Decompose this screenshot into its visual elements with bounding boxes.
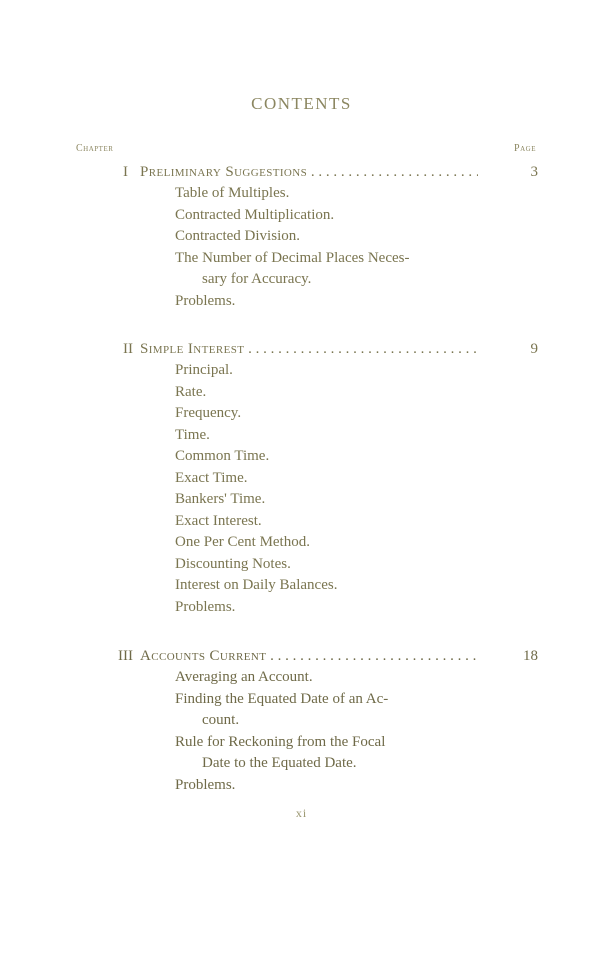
topic-item (0, 532, 480, 554)
chapter-page-number: 3 (530, 164, 538, 180)
topic-text: Finding the Equated Date of an Ac- (175, 690, 389, 707)
topic-text: Table of Multiples. (175, 185, 290, 201)
chapter-column-header: Chapter (76, 143, 114, 154)
topic-item (0, 226, 480, 248)
topic-item (0, 597, 480, 619)
topic-item (0, 382, 480, 404)
topic-item (0, 468, 480, 490)
chapter-entry-3 (0, 645, 603, 796)
chapter-page-number: 18 (523, 648, 538, 664)
topic-item (0, 489, 480, 511)
topic-item (0, 205, 480, 227)
topic-item (0, 360, 480, 382)
chapter-heading[interactable] (0, 338, 603, 360)
topic-item (0, 425, 480, 447)
topic-list (0, 667, 603, 796)
topic-list (0, 183, 603, 312)
chapter-title: Preliminary Suggestions . . . (140, 161, 478, 183)
topic-text: Exact Interest. (175, 512, 262, 529)
topic-list (0, 360, 603, 618)
topic-text: Time. (175, 426, 210, 443)
topic-item (0, 689, 480, 732)
topic-text-continuation: Date to the Equated Date. (202, 755, 357, 771)
chapter-number: III (118, 648, 133, 664)
topic-text-continuation: count. (202, 712, 240, 728)
topic-text: Problems. (175, 292, 236, 309)
topic-item (0, 446, 480, 468)
topic-item (0, 667, 480, 689)
topic-item (0, 183, 480, 205)
topic-item (0, 575, 480, 597)
chapter-entry-2 (0, 338, 603, 618)
topic-item (0, 511, 480, 533)
topic-text: Rate. (175, 383, 207, 400)
topic-text: Contracted Multiplication. (175, 206, 335, 223)
topic-text: Frequency. (175, 405, 242, 421)
topic-text: One Per Cent Method. (175, 534, 310, 550)
chapter-heading[interactable] (0, 645, 603, 667)
topic-text: Principal. (175, 362, 233, 378)
topic-item (0, 291, 480, 313)
chapter-title: Accounts Current . . . (140, 645, 478, 667)
topic-text: Discounting Notes. (175, 555, 291, 572)
page-title: CONTENTS (251, 94, 352, 113)
topic-item (0, 732, 480, 775)
chapter-number: II (123, 341, 133, 357)
topic-text-continuation: sary for Accuracy. (202, 271, 312, 287)
topic-item (0, 775, 480, 797)
chapter-title: Simple Interest . . . (140, 338, 478, 360)
topic-text: Rule for Reckoning from the Focal (175, 733, 386, 750)
topic-item (0, 554, 480, 576)
chapter-page-number: 9 (530, 341, 538, 357)
page-column-header: Page (514, 143, 536, 154)
topic-text: Common Time. (175, 448, 270, 464)
topic-text: Interest on Daily Balances. (175, 577, 338, 593)
topic-text: Averaging an Account. (175, 669, 313, 685)
topic-item (0, 248, 480, 291)
topic-text: Problems. (175, 598, 236, 615)
topic-text: Bankers' Time. (175, 491, 266, 507)
topic-item (0, 403, 480, 425)
topic-text: The Number of Decimal Places Neces- (175, 249, 410, 266)
topic-text: Exact Time. (175, 469, 248, 486)
chapter-entry-1 (0, 161, 603, 312)
chapter-heading[interactable] (0, 161, 603, 183)
topic-text: Contracted Division. (175, 228, 300, 244)
chapter-number: I (123, 164, 128, 180)
footer-page-number: xi (295, 806, 308, 820)
topic-text: Problems. (175, 776, 236, 793)
